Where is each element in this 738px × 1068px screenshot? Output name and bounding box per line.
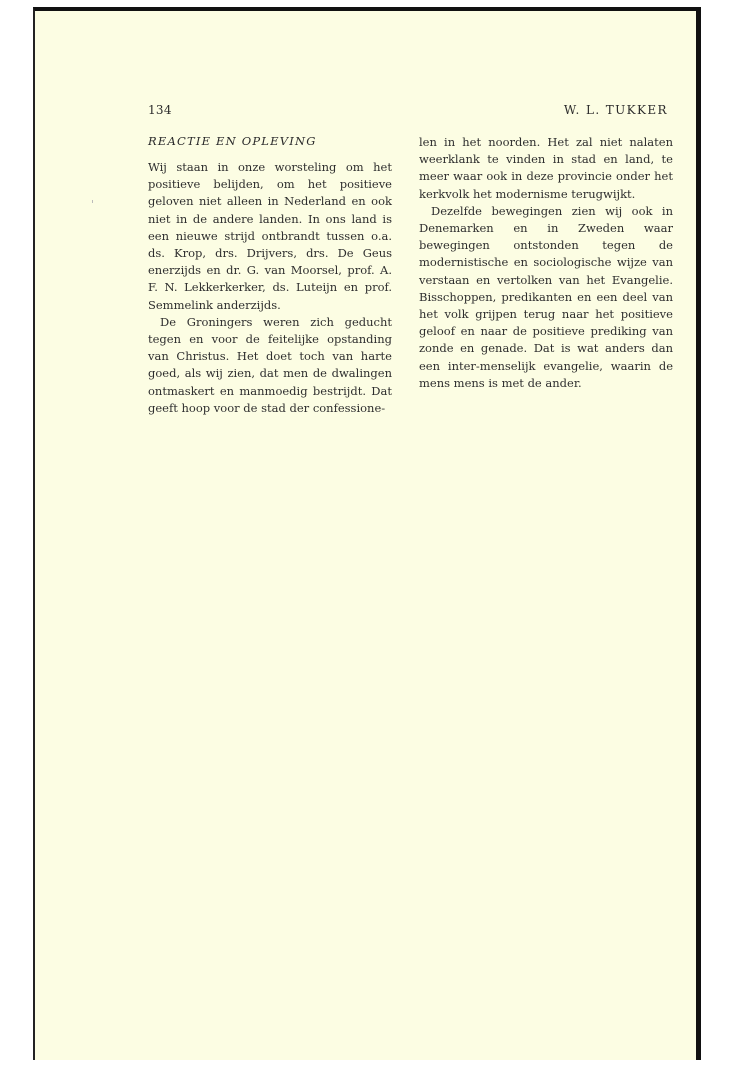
- paragraph: Dezelfde bewegingen zien wij ook in Denemarken en in Zweden waar bewegingen ontstonden tegen de modernistische en sociologische wijze van verstaan en vertolken van het Evangelie. Bisschoppen, predikanten en een deel van het volk grijpen terug naar het positieve geloof en naar de positieve prediking van zonde en genade. Dat is wat anders dan een inter-menselijk evangelie, waarin de mens mens is met de ander.: [419, 203, 673, 390]
- paragraph: Wij staan in onze worsteling om het positieve belijden, om het positieve geloven niet alleen in Nederland en ook niet in de andere landen. In ons land is een nieuwe strijd ontbrandt tussen o.a. ds. Krop, drs. Drijvers, drs. De Geus enerzijds en dr. G. van Moorsel, prof. A. F. N. Lekkerkerker, ds. Luteijn en prof. Semmelink anderzijds.: [148, 160, 392, 312]
- section-title: REACTIE EN OPLEVING: [148, 134, 317, 148]
- scanned-page: [33, 7, 701, 1060]
- paragraph: len in het noorden. Het zal niet nalaten weerklank te vinden in stad en land, te meer waar ook in deze provincie onder het kerkvolk het modernisme terugwijkt.: [419, 135, 673, 201]
- running-head-author: W. L. TUKKER: [563, 103, 668, 117]
- page-number: 134: [148, 103, 172, 117]
- left-column: [148, 159, 392, 417]
- scan-speck: [92, 200, 93, 203]
- right-column: [419, 134, 673, 392]
- paragraph: De Groningers weren zich geducht tegen en voor de feitelijke opstanding van Christus. Het doet toch van harte goed, als wij zien, dat men de dwalingen ontmaskert en manmoedig bestrijdt. Dat geeft hoop voor de stad der confessione-: [148, 314, 392, 415]
